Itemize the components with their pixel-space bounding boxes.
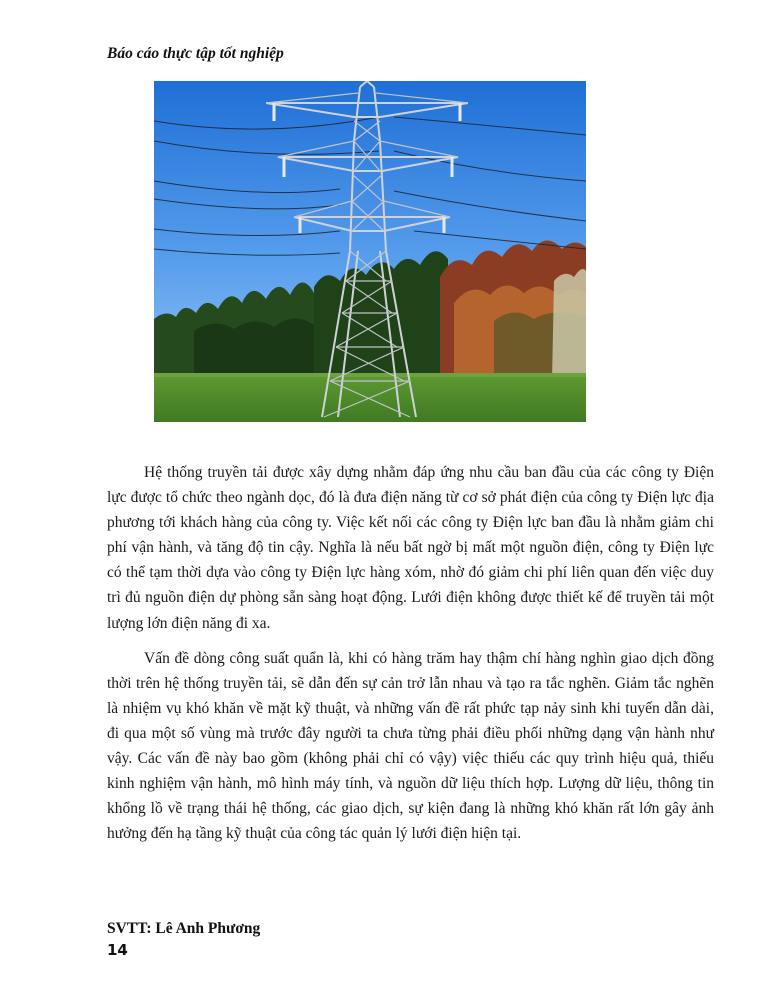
footer-student-name: SVTT: Lê Anh Phương [107, 920, 261, 937]
body-text [107, 460, 714, 856]
body-paragraph: Vấn đề dòng công suất quẩn là, khi có hàng trăm hay thậm chí hàng nghìn giao dịch đồng thời trên hệ thống truyền tải, sẽ dẫn đến sự cản trở lẫn nhau và tạo ra tắc nghẽn. Giảm tắc nghẽn là nhiệm vụ khó khăn về mặt kỹ thuật, và những vấn đề rất phức tạp nảy sinh khi tuyến dẫn dài, đi qua một số vùng mà trước đây người ta chưa từng phải điều phối những dạng vận hành như vậy. Các vấn đề này bao gồm (không phải chỉ có vậy) việc thiếu các quy trình hiệu quả, thiếu kinh nghiệm vận hành, mô hình máy tính, và nguồn dữ liệu thích hợp. Lượng dữ liệu, thông tin khổng lồ về trạng thái hệ thống, các giao dịch, sự kiện đang là những khó khăn rất lớn gây ảnh hưởng đến hạ tầng kỹ thuật của công tác quản lý lưới điện hiện tại. [107, 649, 714, 843]
transmission-tower-photo [154, 81, 586, 422]
page-header-title: Báo cáo thực tập tốt nghiệp [107, 45, 284, 62]
page-number: 14 [107, 941, 128, 959]
body-paragraph: Hệ thống truyền tải được xây dựng nhằm đáp ứng nhu cầu ban đầu của các công ty Điện lực được tổ chức theo ngành dọc, đó là đưa điện năng từ cơ sở phát điện của công ty Điện lực địa phương tới khách hàng của công ty. Việc kết nối các công ty Điện lực ban đầu là nhằm giảm chi phí vận hành, và tăng độ tin cậy. Nghĩa là nếu bất ngờ bị mất một nguồn điện, công ty Điện lực có thể tạm thời dựa vào công ty Điện lực hàng xóm, nhờ đó giảm chi phí liên quan đến việc duy trì đủ nguồn điện dự phòng sẵn sàng hoạt động. Lưới điện không được thiết kế để truyền tải một lượng lớn điện năng đi xa. [107, 464, 714, 632]
